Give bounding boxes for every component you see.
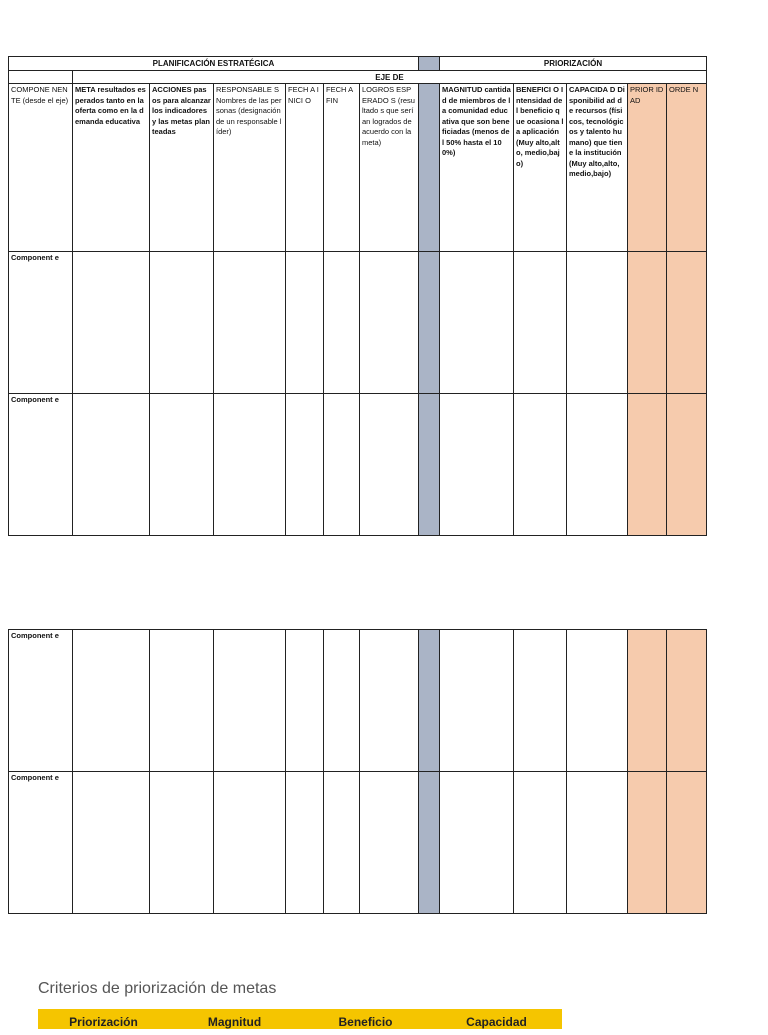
cell-orden[interactable] [667, 630, 707, 772]
row-componente-label: Component e [9, 772, 73, 914]
cell-responsables[interactable] [214, 252, 286, 394]
col-magnitud: MAGNITUD cantidad de miembros de la comunidad educativa que son beneficiadas (menos del 50% hasta el 100%) [440, 84, 514, 252]
gray-divider-row [419, 252, 440, 394]
row-componente-label: Component e [9, 394, 73, 536]
gray-divider-row [419, 772, 440, 914]
col-responsables: RESPONSABLE S Nombres de las personas (designación de un responsable líder) [214, 84, 286, 252]
col-meta: META resultados esperados tanto en la oferta como en la demanda educativa [73, 84, 150, 252]
cell-logros[interactable] [360, 772, 419, 914]
cell-logros[interactable] [360, 252, 419, 394]
gray-divider-row [419, 394, 440, 536]
gray-divider-col [419, 84, 440, 252]
gray-divider-header [419, 57, 440, 71]
col-capacidad: CAPACIDA D Disponibilid ad de recursos (físicos, tecnológicos y talento humano) que tiene la institución (Muy alto,alto, medio,bajo) [567, 84, 628, 252]
criteria-title: Criterios de priorización de metas [38, 980, 277, 997]
cell-fecha-inicio[interactable] [286, 630, 324, 772]
cell-fecha-fin[interactable] [324, 252, 360, 394]
planning-table-top [8, 56, 707, 536]
cell-magnitud[interactable] [440, 252, 514, 394]
cell-acciones[interactable] [150, 772, 214, 914]
cell-magnitud[interactable] [440, 772, 514, 914]
cell-meta[interactable] [73, 252, 150, 394]
cell-beneficio[interactable] [514, 772, 567, 914]
cell-meta[interactable] [73, 394, 150, 536]
cell-responsables[interactable] [214, 772, 286, 914]
cell-magnitud[interactable] [440, 394, 514, 536]
cell-fecha-fin[interactable] [324, 630, 360, 772]
planning-table-bottom [8, 629, 707, 914]
cell-logros[interactable] [360, 394, 419, 536]
criteria-header-bar [38, 1009, 562, 1029]
cell-prioridad[interactable] [628, 252, 667, 394]
cell-fecha-inicio[interactable] [286, 772, 324, 914]
cell-orden[interactable] [667, 394, 707, 536]
criteria-header-capacidad: Capacidad [466, 1015, 527, 1029]
header-planificacion: PLANIFICACIÓN ESTRATÉGICA [9, 57, 419, 71]
cell-acciones[interactable] [150, 394, 214, 536]
cell-logros[interactable] [360, 630, 419, 772]
criteria-header-magnitud: Magnitud [207, 1015, 262, 1029]
cell-capacidad[interactable] [567, 394, 628, 536]
criteria-header-beneficio: Beneficio [338, 1015, 393, 1029]
col-prioridad: PRIOR IDAD [628, 84, 667, 252]
col-logros: LOGROS ESPERADO S (resultado s que serían logrados de acuerdo con la meta) [360, 84, 419, 252]
col-componente: COMPONE NENTE (desde el eje) [9, 84, 73, 252]
col-fecha-fin: FECH A FIN [324, 84, 360, 252]
cell-beneficio[interactable] [514, 394, 567, 536]
cell-capacidad[interactable] [567, 772, 628, 914]
cell-acciones[interactable] [150, 252, 214, 394]
gray-divider-row [419, 630, 440, 772]
cell-beneficio[interactable] [514, 630, 567, 772]
cell-acciones[interactable] [150, 630, 214, 772]
cell-orden[interactable] [667, 772, 707, 914]
header-eje: EJE DE [73, 71, 707, 84]
cell-capacidad[interactable] [567, 252, 628, 394]
criteria-header-priorizacion: Priorización [69, 1015, 138, 1029]
header-priorizacion: PRIORIZACIÓN [440, 57, 707, 71]
cell-meta[interactable] [73, 772, 150, 914]
cell-fecha-inicio[interactable] [286, 252, 324, 394]
cell-capacidad[interactable] [567, 630, 628, 772]
row-componente-label: Component e [9, 252, 73, 394]
col-orden: ORDE N [667, 84, 707, 252]
cell-magnitud[interactable] [440, 630, 514, 772]
header-blank-left [9, 71, 73, 84]
row-componente-label: Component e [9, 630, 73, 772]
cell-fecha-inicio[interactable] [286, 394, 324, 536]
cell-beneficio[interactable] [514, 252, 567, 394]
cell-prioridad[interactable] [628, 772, 667, 914]
cell-fecha-fin[interactable] [324, 772, 360, 914]
cell-fecha-fin[interactable] [324, 394, 360, 536]
cell-meta[interactable] [73, 630, 150, 772]
col-acciones: ACCIONES pasos para alcanzar los indicadores y las metas planteadas [150, 84, 214, 252]
col-fecha-inicio: FECH A INICI O [286, 84, 324, 252]
cell-responsables[interactable] [214, 630, 286, 772]
cell-orden[interactable] [667, 252, 707, 394]
cell-prioridad[interactable] [628, 394, 667, 536]
cell-responsables[interactable] [214, 394, 286, 536]
col-beneficio: BENEFICI O Intensidad del beneficio que ocasiona la aplicación (Muy alto,alto, medio,baj o) [514, 84, 567, 252]
cell-prioridad[interactable] [628, 630, 667, 772]
